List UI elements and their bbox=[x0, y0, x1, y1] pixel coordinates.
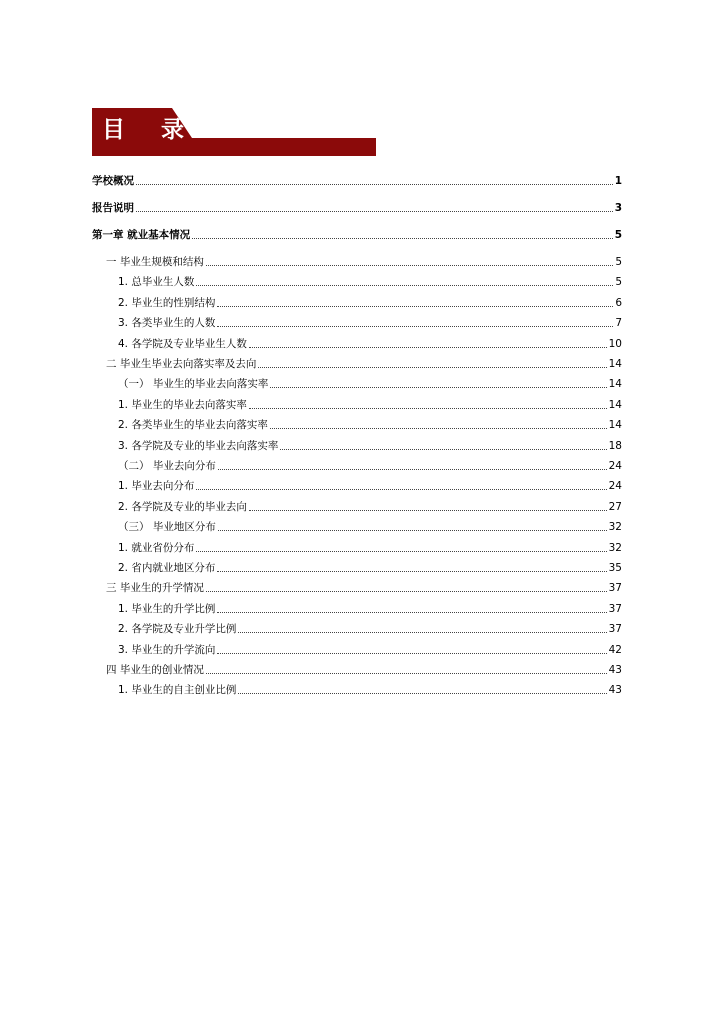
toc-entry-page: 5 bbox=[614, 229, 622, 241]
toc-entry-page: 37 bbox=[608, 623, 622, 636]
toc-entry-page: 7 bbox=[615, 317, 622, 330]
toc-entry[interactable] bbox=[118, 500, 622, 514]
toc-entry-page: 10 bbox=[608, 337, 622, 350]
toc-entry-page: 18 bbox=[608, 439, 622, 452]
toc-dot-leader bbox=[192, 237, 613, 239]
toc-entry[interactable] bbox=[92, 228, 622, 242]
toc-dot-leader bbox=[206, 672, 607, 674]
toc-entry[interactable] bbox=[118, 398, 622, 412]
toc-entry-page: 27 bbox=[608, 500, 622, 513]
toc-entry-label: 1. 毕业生的升学比例 bbox=[118, 602, 216, 615]
toc-entry-label: （二） 毕业去向分布 bbox=[118, 460, 216, 472]
toc-entry[interactable] bbox=[92, 201, 622, 215]
toc-entry-label: 2. 省内就业地区分布 bbox=[118, 562, 216, 574]
toc-entry[interactable] bbox=[118, 337, 622, 351]
toc-entry[interactable] bbox=[118, 683, 622, 697]
toc-entry-page: 24 bbox=[608, 480, 622, 493]
toc-dot-leader bbox=[270, 427, 607, 429]
toc-entry[interactable] bbox=[118, 459, 622, 473]
toc-entry-page: 42 bbox=[608, 643, 622, 656]
toc-entry-label: 四 毕业生的创业情况 bbox=[106, 664, 204, 676]
toc-dot-leader bbox=[258, 366, 606, 368]
toc-entry-label: 3. 毕业生的升学流向 bbox=[118, 643, 216, 656]
toc-entry-page: 14 bbox=[608, 378, 622, 391]
toc-entry[interactable] bbox=[118, 316, 622, 330]
toc-entry[interactable] bbox=[118, 479, 622, 493]
toc-dot-leader bbox=[218, 529, 607, 531]
toc-entry-label: 1. 毕业生的自主创业比例 bbox=[118, 684, 237, 697]
toc-entry[interactable] bbox=[118, 541, 622, 555]
toc-dot-leader bbox=[270, 386, 606, 388]
toc-entry[interactable] bbox=[118, 561, 622, 575]
toc-entry-page: 32 bbox=[608, 521, 622, 534]
toc-dot-leader bbox=[136, 183, 613, 185]
toc-header bbox=[92, 108, 376, 156]
toc-entry-label: 一 毕业生规模和结构 bbox=[106, 256, 204, 268]
toc-entry[interactable] bbox=[118, 520, 622, 534]
toc-entry-page: 1 bbox=[614, 175, 622, 187]
toc-dot-leader bbox=[238, 692, 606, 694]
toc-entry-label: 1. 总毕业生人数 bbox=[118, 276, 195, 289]
toc-entry-page: 14 bbox=[608, 398, 622, 411]
toc-entry-page: 35 bbox=[608, 562, 622, 574]
toc-entry[interactable] bbox=[118, 622, 622, 636]
toc-entry-page: 3 bbox=[614, 202, 622, 214]
toc-entry-label: 2. 各学院及专业升学比例 bbox=[118, 623, 237, 636]
toc-entry-page: 6 bbox=[615, 296, 622, 309]
toc-entry-label: 三 毕业生的升学情况 bbox=[106, 582, 204, 595]
toc-entry-page: 43 bbox=[608, 664, 622, 676]
toc-dot-leader bbox=[249, 346, 607, 348]
toc-entry[interactable] bbox=[106, 357, 622, 371]
toc-entry-label: （一） 毕业生的毕业去向落实率 bbox=[118, 378, 269, 391]
toc-entry-page: 37 bbox=[608, 582, 622, 595]
toc-entry[interactable] bbox=[118, 643, 622, 657]
toc-dot-leader bbox=[217, 570, 606, 572]
toc-dot-leader bbox=[217, 652, 606, 654]
toc-entry-label: 2. 各学院及专业的毕业去向 bbox=[118, 500, 247, 513]
toc-dot-leader bbox=[206, 590, 607, 592]
toc-dot-leader bbox=[249, 407, 607, 409]
page-title: 目 录 bbox=[102, 117, 199, 143]
toc-entry-page: 14 bbox=[608, 358, 622, 370]
toc-entry-label: 二 毕业生毕业去向落实率及去向 bbox=[106, 358, 257, 370]
toc-dot-leader bbox=[206, 264, 613, 266]
toc-dot-leader bbox=[218, 468, 607, 470]
toc-entry-page: 37 bbox=[608, 602, 622, 615]
toc-entry[interactable] bbox=[118, 296, 622, 310]
toc-entry-label: 1. 毕业去向分布 bbox=[118, 480, 195, 493]
toc-dot-leader bbox=[136, 210, 613, 212]
toc-dot-leader bbox=[196, 488, 606, 490]
toc-dot-leader bbox=[217, 611, 606, 613]
toc-entry-label: 2. 各类毕业生的毕业去向落实率 bbox=[118, 419, 268, 432]
toc-entry-label: 4. 各学院及专业毕业生人数 bbox=[118, 337, 247, 350]
toc-entry[interactable] bbox=[118, 418, 622, 432]
toc-entry[interactable] bbox=[92, 174, 622, 188]
toc-entry-page: 32 bbox=[608, 541, 622, 554]
toc-entry[interactable] bbox=[118, 602, 622, 616]
toc-entry-label: 第一章 就业基本情况 bbox=[92, 229, 191, 241]
toc-entry-page: 5 bbox=[615, 276, 622, 289]
toc-entry-page: 24 bbox=[608, 460, 622, 472]
toc-entry[interactable] bbox=[118, 275, 622, 289]
toc-dot-leader bbox=[280, 448, 606, 450]
toc-dot-leader bbox=[217, 325, 613, 327]
toc-entry-label: 3. 各类毕业生的人数 bbox=[118, 317, 216, 330]
toc-entry-page: 5 bbox=[615, 256, 622, 268]
toc-entry-label: （三） 毕业地区分布 bbox=[118, 521, 216, 534]
toc-entry-label: 1. 毕业生的毕业去向落实率 bbox=[118, 398, 247, 411]
toc-entry-page: 43 bbox=[608, 684, 622, 697]
toc-dot-leader bbox=[238, 631, 606, 633]
toc-entry-page: 14 bbox=[608, 419, 622, 432]
toc-dot-leader bbox=[196, 284, 613, 286]
toc-entry[interactable] bbox=[106, 663, 622, 677]
toc-entry-label: 学校概况 bbox=[92, 175, 134, 187]
toc-entry[interactable] bbox=[106, 581, 622, 595]
toc-entry[interactable] bbox=[118, 439, 622, 453]
toc-entry[interactable] bbox=[118, 377, 622, 391]
toc-dot-leader bbox=[249, 509, 607, 511]
toc-entry-label: 2. 毕业生的性别结构 bbox=[118, 296, 216, 309]
toc-dot-leader bbox=[196, 550, 606, 552]
toc-dot-leader bbox=[217, 305, 613, 307]
toc-entry-label: 1. 就业省份分布 bbox=[118, 541, 195, 554]
toc-entry-label: 报告说明 bbox=[92, 202, 134, 214]
toc-entry-label: 3. 各学院及专业的毕业去向落实率 bbox=[118, 439, 279, 452]
toc-entry[interactable] bbox=[106, 255, 622, 269]
